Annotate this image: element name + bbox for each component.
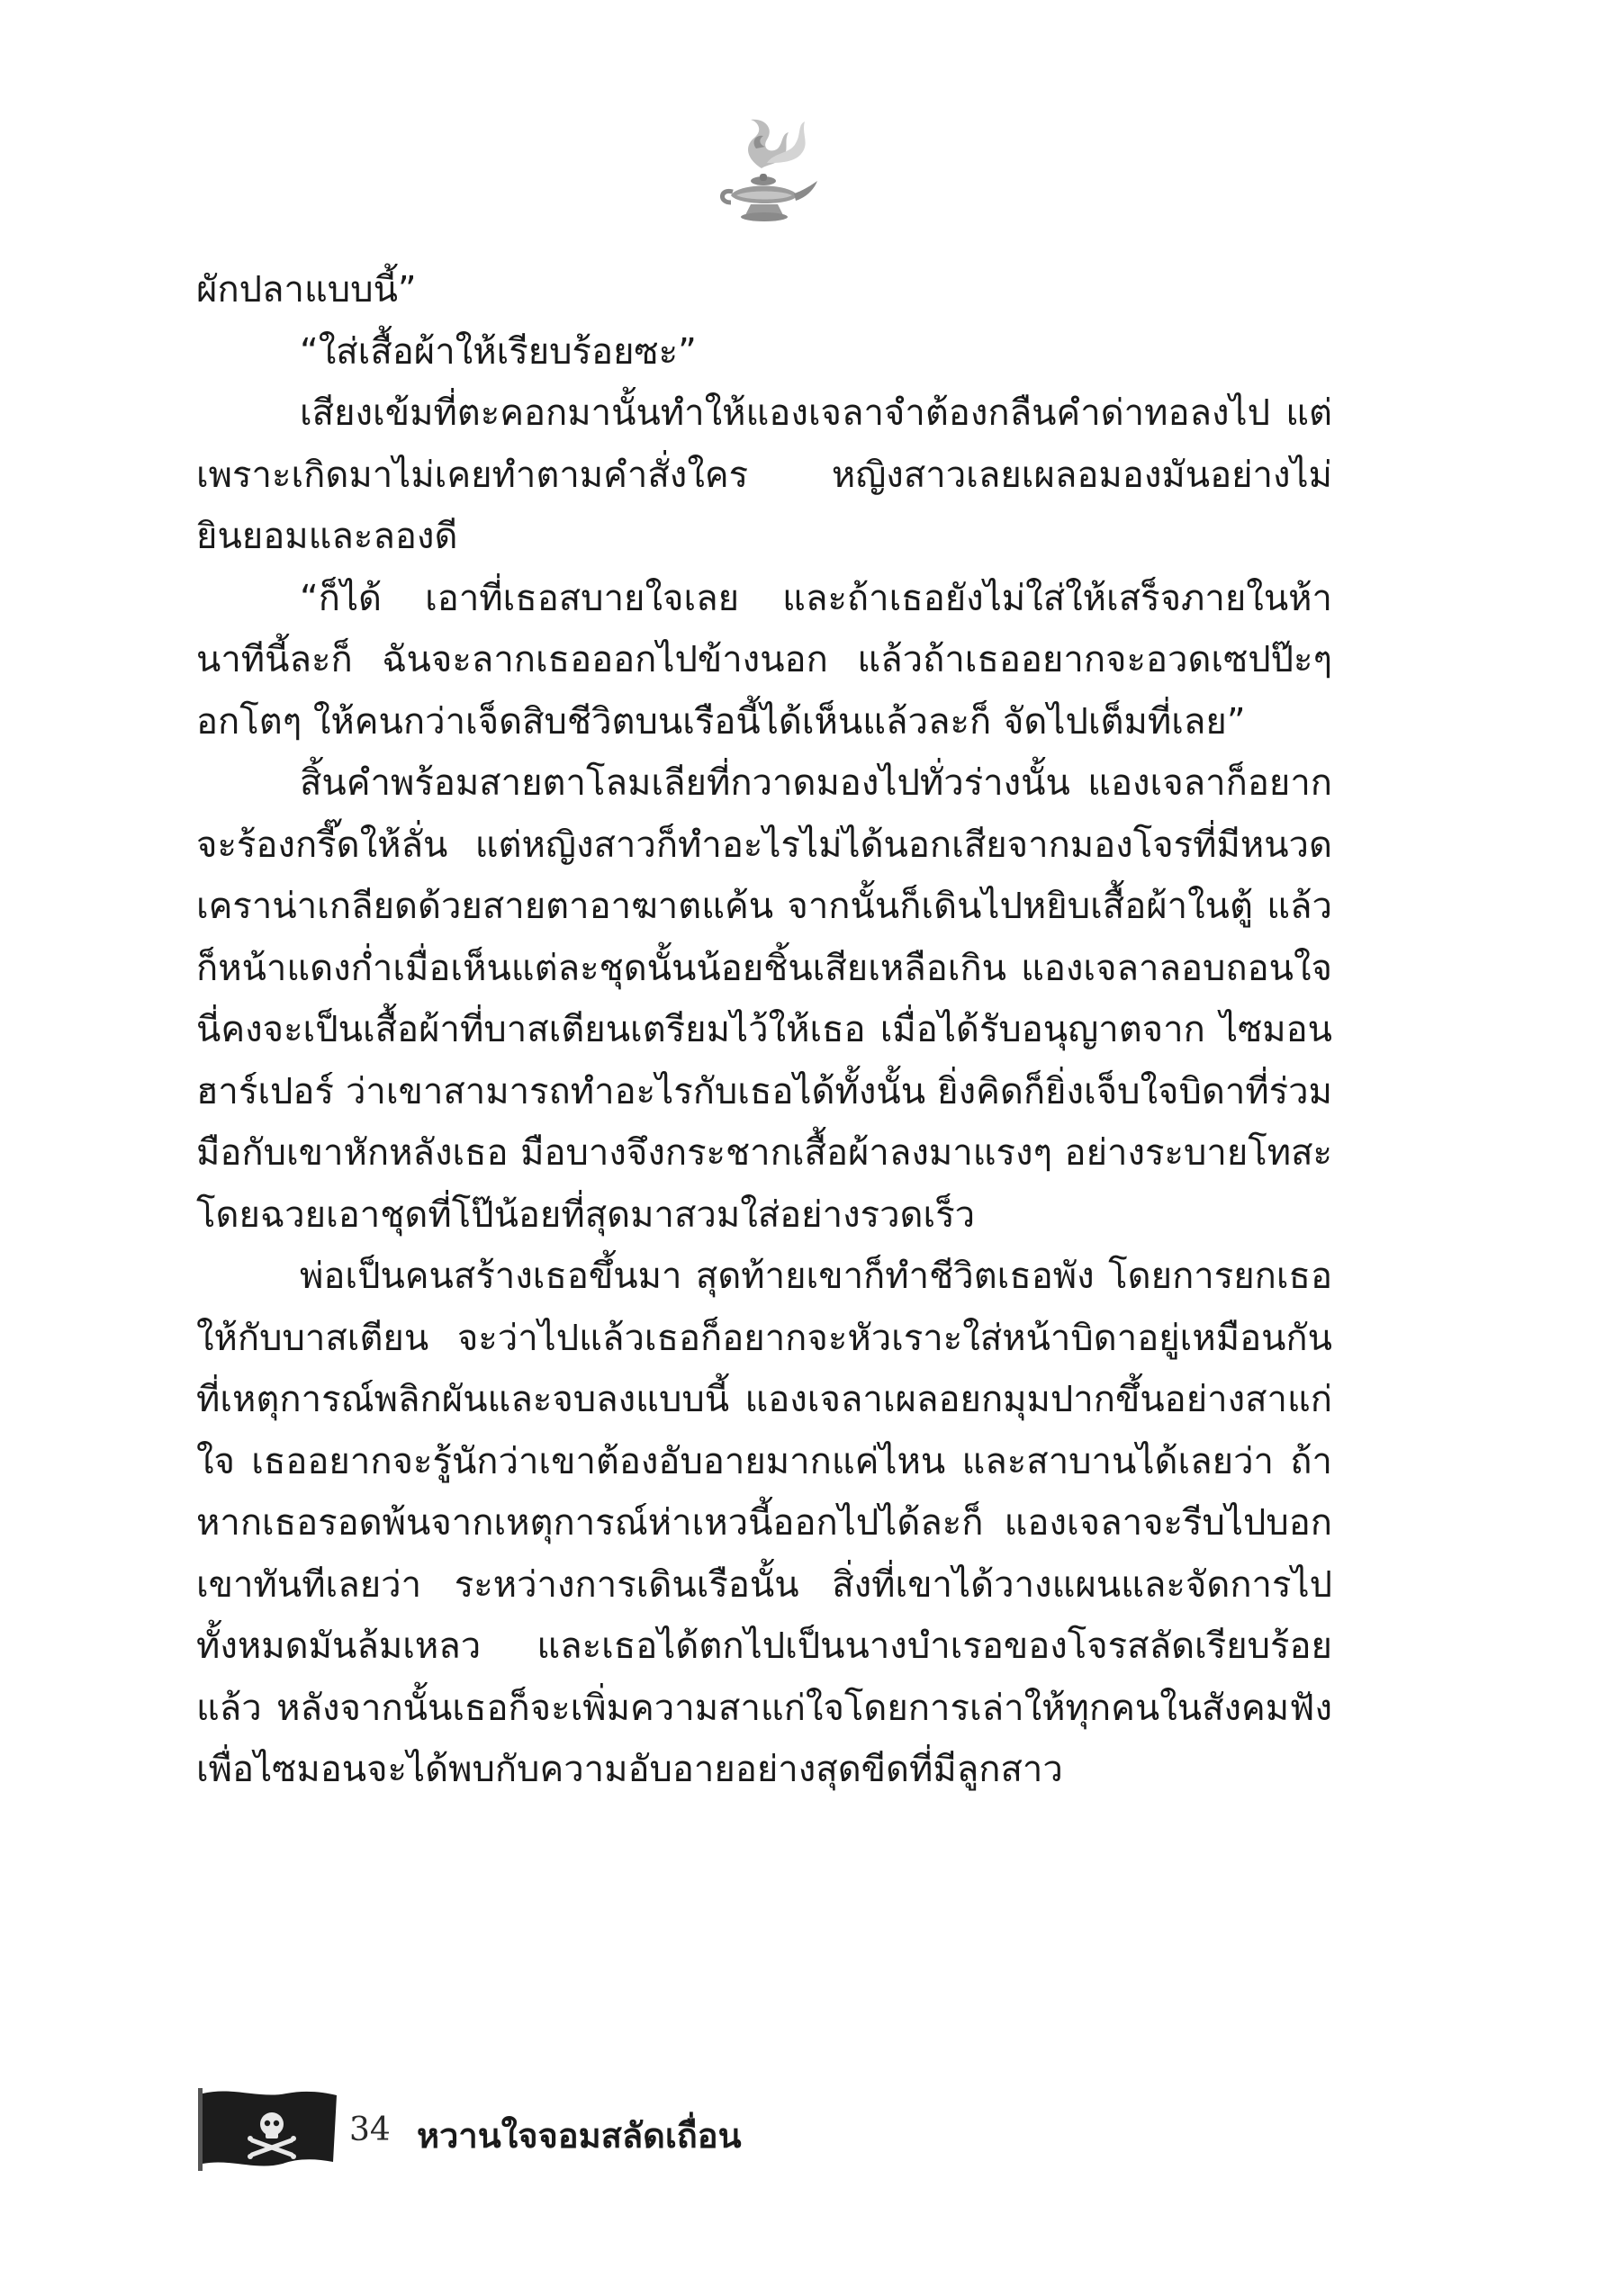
book-title: หวานใจจอมสลัดเถื่อน [417, 2116, 742, 2156]
paragraph: “ใส่เสื้อผ้าให้เรียบร้อยซะ” [300, 330, 697, 373]
paragraph: “ก็ได้ เอาที่เธอสบายใจเลย และถ้าเธอยังไม่ใส่ให้เสร็จภายในห้านาทีนี้ละก็ ฉันจะลากเธอออกไปข้างนอก แล้วถ้าเธออยากจะอวดเซปป๊ะๆ อกโตๆ ให้คนกว่าเจ็ดสิบชีวิตบนเรือนี้ได้เห็นแล้วละก็ จัดไปเต็มที่เลย” [196, 577, 1332, 743]
page-footer [196, 2086, 1006, 2176]
paragraph: สิ้นคำพร้อมสายตาโลมเลียที่กวาดมองไปทั่วร่างนั้น แองเจลาก็อยากจะร้องกรี๊ดให้ลั่น แต่หญิงสาวก็ทำอะไรไม่ได้นอกเสียจากมองโจรที่มีหนวดเคราน่าเกลียดด้วยสายตาอาฆาตแค้น จากนั้นก็เดินไปหยิบเสื้อผ้าในตู้ แล้วก็หน้าแดงก่ำเมื่อเห็นแต่ละชุดนั้นน้อยชิ้นเสียเหลือเกิน แองเจลาลอบถอนใจ นี่คงจะเป็นเสื้อผ้าที่บาสเตียนเตรียมไว้ให้เธอ เมื่อได้รับอนุญาตจาก ไซมอน ฮาร์เปอร์ ว่าเขาสามารถทำอะไรกับเธอได้ทั้งนั้น ยิ่งคิดก็ยิ่งเจ็บใจบิดาที่ร่วมมือกับเขาหักหลังเธอ มือบางจึงกระชากเสื้อผ้าลงมาแรงๆ อย่างระบายโทสะ โดยฉวยเอาชุดที่โป๊น้อยที่สุดมาสวมใส่อย่างรวดเร็ว [196, 762, 1332, 1236]
paragraph: พ่อเป็นคนสร้างเธอขึ้นมา สุดท้ายเขาก็ทำชีวิตเธอพัง โดยการยกเธอให้กับบาสเตียน จะว่าไปแล้วเธอก็อยากจะหัวเราะใส่หน้าบิดาอยู่เหมือนกัน ที่เหตุการณ์พลิกผันและจบลงแบบนี้ แองเจลาเผลอยกมุมปากขึ้นอย่างสาแก่ใจ เธออยากจะรู้นักว่าเขาต้องอับอายมากแค่ไหน และสาบานได้เลยว่า ถ้าหากเธอรอดพ้นจากเหตุการณ์ห่าเหวนี้ออกไปได้ละก็ แองเจลาจะรีบไปบอกเขาทันทีเลยว่า ระหว่างการเดินเรือนั้น สิ่งที่เขาได้วางแผนและจัดการไปทั้งหมดมันล้มเหลว และเธอได้ตกไปเป็นนางบำเรอของโจรสลัดเรียบร้อยแล้ว หลังจากนั้นเธอก็จะเพิ่มความสาแก่ใจโดยการเล่าให้ทุกคนในสังคมฟัง เพื่อไซมอนจะได้พบกับความอับอายอย่างสุดขีดที่มีลูกสาว [196, 1256, 1332, 1790]
paragraph: เสียงเข้มที่ตะคอกมานั้นทำให้แองเจลาจำต้องกลืนคำด่าทอลงไป แต่เพราะเกิดมาไม่เคยทำตามคำสั่งใคร หญิงสาวเลยเผลอมองมันอย่างไม่ยินยอมและลองดี [196, 392, 1332, 557]
body-text [196, 259, 1332, 1801]
genie-lamp-icon [711, 113, 819, 230]
pirate-flag-icon [196, 2086, 338, 2173]
page-number: 34 [349, 2111, 391, 2148]
paragraph: ผักปลาแบบนี้” [196, 269, 417, 311]
